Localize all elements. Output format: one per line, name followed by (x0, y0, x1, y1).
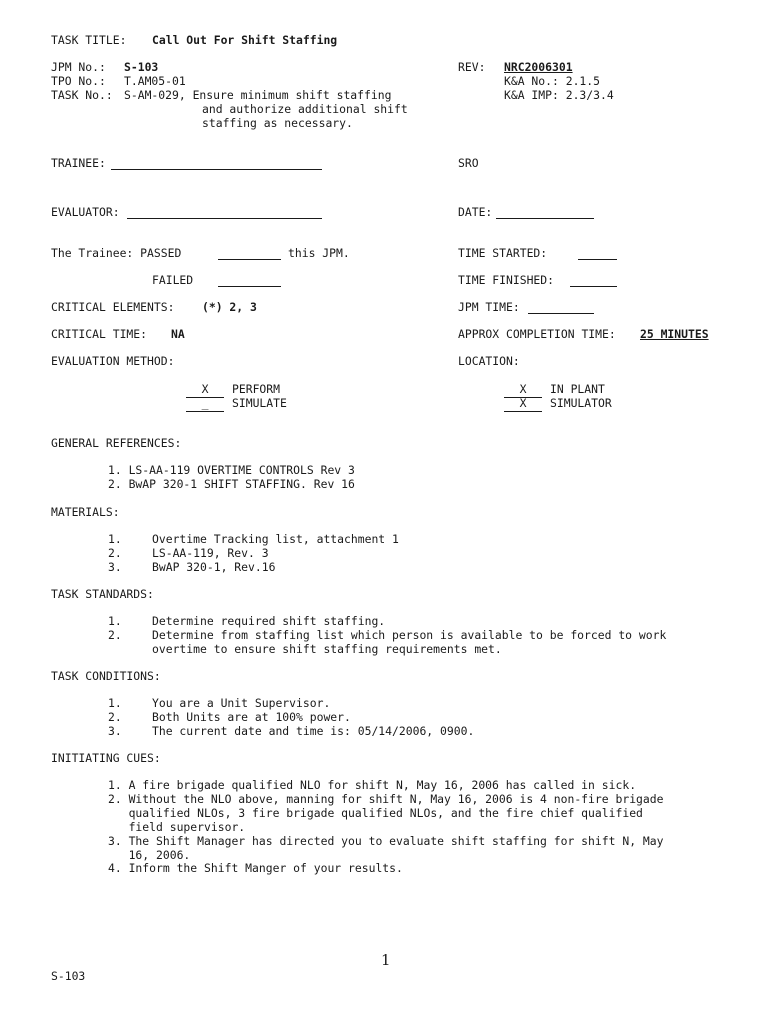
list-number: 2. (108, 546, 122, 560)
materials-item: LS-AA-119, Rev. 3 (152, 546, 269, 560)
cue-line: 3. The Shift Manager has directed you to evaluate shift staffing for shift N, May (108, 834, 664, 848)
cue-line: 1. A fire brigade qualified NLO for shift N, May 16, 2006 has called in sick. (108, 778, 637, 792)
time-started-label: TIME STARTED: (458, 246, 548, 260)
task-no-line: S-AM-029, Ensure minimum shift staffing (124, 88, 392, 102)
task-conditions-heading: TASK CONDITIONS: (51, 669, 161, 683)
reference-item: 2. BwAP 320-1 SHIFT STAFFING. Rev 16 (108, 477, 355, 491)
in-plant-label: IN PLANT (550, 382, 605, 396)
list-number: 1. (108, 532, 122, 546)
date-field[interactable] (496, 218, 594, 219)
cue-line: 2. Without the NLO above, manning for shift N, May 16, 2006 is 4 non-fire brigade (108, 792, 664, 806)
simulate-checkbox[interactable]: _ (186, 397, 224, 412)
page-number: 1 (381, 951, 391, 969)
task-no-line: and authorize additional shift (202, 102, 408, 116)
critical-elements-value: (*) 2, 3 (202, 300, 257, 314)
task-no-label: TASK No.: (51, 88, 113, 102)
sro-label: SRO (458, 156, 479, 170)
task-title: Call Out For Shift Staffing (152, 33, 338, 47)
time-started-field[interactable] (578, 259, 617, 260)
approx-completion-value: 25 MINUTES (640, 327, 709, 341)
time-finished-label: TIME FINISHED: (458, 273, 555, 287)
evaluation-method-label: EVALUATION METHOD: (51, 354, 175, 368)
trainee-field[interactable] (111, 169, 322, 170)
initiating-cues-heading: INITIATING CUES: (51, 751, 161, 765)
in-plant-checkbox[interactable]: X (504, 383, 542, 398)
critical-time-label: CRITICAL TIME: (51, 327, 148, 341)
cue-line: qualified NLOs, 3 fire brigade qualified NLOs, and the fire chief qualified (108, 806, 643, 820)
list-number: 3. (108, 560, 122, 574)
list-number: 3. (108, 724, 122, 738)
perform-checkbox[interactable]: X (186, 383, 224, 398)
cue-line: 16, 2006. (108, 848, 191, 862)
conditions-item: Both Units are at 100% power. (152, 710, 351, 724)
list-number: 2. (108, 628, 122, 642)
rev-number: NRC2006301 (504, 60, 573, 74)
standards-item: Determine required shift staffing. (152, 614, 386, 628)
rev-label: REV: (458, 60, 486, 74)
approx-completion-label: APPROX COMPLETION TIME: (458, 327, 616, 341)
tpo-label: TPO No.: (51, 74, 106, 88)
location-label: LOCATION: (458, 354, 520, 368)
critical-elements-label: CRITICAL ELEMENTS: (51, 300, 175, 314)
list-number: 1. (108, 696, 122, 710)
conditions-item: You are a Unit Supervisor. (152, 696, 331, 710)
general-references-heading: GENERAL REFERENCES: (51, 436, 182, 450)
evaluator-field[interactable] (127, 218, 322, 219)
trainee-label: TRAINEE: (51, 156, 106, 170)
failed-label: FAILED (152, 273, 194, 287)
jpm-label: JPM No.: (51, 60, 106, 74)
standards-item-continued: overtime to ensure shift staffing requirements met. (152, 642, 502, 656)
simulator-label: SIMULATOR (550, 396, 612, 410)
perform-label: PERFORM (232, 382, 281, 396)
simulator-checkbox[interactable]: X (504, 397, 542, 412)
evaluator-label: EVALUATOR: (51, 205, 120, 219)
ka-importance: K&A IMP: 2.3/3.4 (504, 88, 614, 102)
list-number: 2. (108, 710, 122, 724)
cue-line: field supervisor. (108, 820, 246, 834)
ka-number: K&A No.: 2.1.5 (504, 74, 601, 88)
cue-line: 4. Inform the Shift Manger of your results. (108, 861, 403, 875)
trainee-passed-label: The Trainee: PASSED (51, 246, 182, 260)
simulate-label: SIMULATE (232, 396, 287, 410)
task-title-label: TASK TITLE: (51, 33, 127, 47)
failed-field[interactable] (218, 286, 281, 287)
materials-heading: MATERIALS: (51, 505, 120, 519)
materials-item: BwAP 320-1, Rev.16 (152, 560, 276, 574)
materials-item: Overtime Tracking list, attachment 1 (152, 532, 399, 546)
task-standards-heading: TASK STANDARDS: (51, 587, 154, 601)
list-number: 1. (108, 614, 122, 628)
conditions-item: The current date and time is: 05/14/2006, 0900. (152, 724, 475, 738)
standards-item: Determine from staffing list which person is available to be forced to work (152, 628, 667, 642)
passed-field[interactable] (218, 259, 281, 260)
jpm-time-field[interactable] (528, 313, 594, 314)
jpm-number: S-103 (124, 60, 159, 74)
this-jpm-label: this JPM. (288, 246, 350, 260)
footer-doc-id: S-103 (51, 969, 86, 983)
jpm-time-label: JPM TIME: (458, 300, 520, 314)
task-no-line: staffing as necessary. (202, 116, 353, 130)
reference-item: 1. LS-AA-119 OVERTIME CONTROLS Rev 3 (108, 463, 355, 477)
time-finished-field[interactable] (570, 286, 617, 287)
date-label: DATE: (458, 205, 493, 219)
tpo-number: T.AM05-01 (124, 74, 186, 88)
critical-time-value: NA (171, 327, 185, 341)
